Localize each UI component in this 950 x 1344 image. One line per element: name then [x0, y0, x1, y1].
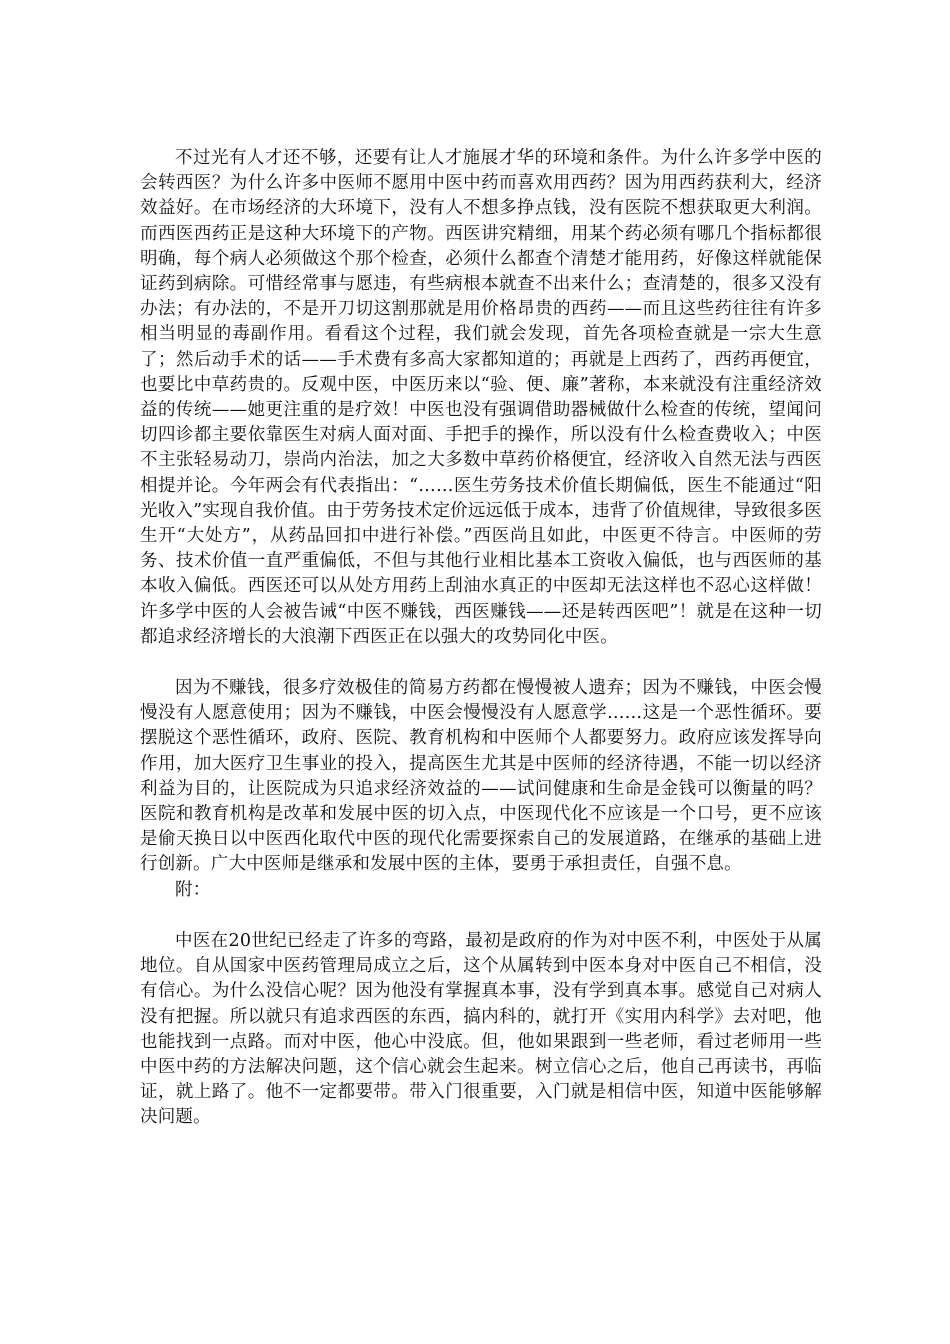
- paragraph-vicious-cycle: 因为不赚钱，很多疗效极佳的简易方药都在慢慢被人遗弃；因为不赚钱，中医会慢慢没有人愿意使用；因为不赚钱，中医会慢慢没有人愿意学……这是一个恶性循环。要摆脱这个恶性循环，政府、医院、教育机构和中医师个人都要努力。政府应该发挥导向作用，加大医疗卫生事业的投入，提高医生尤其是中医师的经济待遇，不能一切以经济利益为目的，让医院成为只追求经济效益的——试问健康和生命是金钱可以衡量的吗？医院和教育机构是改革和发展中医的切入点，中医现代化不应该是一个口号，更不应该是偷天换日以中医西化取代中医的现代化需要探索自己的发展道路，在继承的基础上进行创新。广大中医师是继承和发展中医的主体，要勇于承担责任，自强不息。: [140, 678, 822, 875]
- document-page: [140, 146, 822, 1131]
- paragraph-talent-environment: 不过光有人才还不够，还要有让人才施展才华的环境和条件。为什么许多学中医的会转西医？为什么许多中医师不愿用中医中药而喜欢用西药？因为用西药获利大，经济效益好。在市场经济的大环境下，没有人不想多挣点钱，没有医院不想获取更大利润。而西医西药正是这种大环境下的产物。西医讲究精细，用某个药必须有哪几个指标都很明确，每个病人必须做这个那个检查，必须什么都查个清楚才能用药，好像这样就能保证药到病除。可惜经常事与愿违，有些病根本就查不出来什么；查清楚的，很多又没有办法；有办法的，不是开刀切这割那就是用价格昂贵的西药——而且这些药往往有许多相当明显的毒副作用。看看这个过程，我们就会发现，首先各项检查就是一宗大生意了；然后动手术的话——手术费有多高大家都知道的；再就是上西药了，西药再便宜，也要比中草药贵的。反观中医，中医历来以“验、便、廉”著称，本来就没有注重经济效益的传统——她更注重的是疗效！中医也没有强调借助器械做什么检查的传统，望闻问切四诊都主要依靠医生对病人面对面、手把手的操作，所以没有什么检查费收入；中医不主张轻易动刀，崇尚内治法，加之大多数中草药价格便宜，经济收入自然无法与西医相提并论。今年两会有代表指出：“……医生劳务技术价值长期偏低，医生不能通过“阳光收入”实现自我价值。由于劳务技术定价远远低于成本，违背了价值规律，导致很多医生开“大处方”，从药品回扣中进行补偿。”西医尚且如此，中医更不待言。中医师的劳务、技术价值一直严重偏低，不但与其他行业相比基本工资收入偏低，也与西医师的基本收入偏低。西医还可以从处方用药上刮油水真正的中医却无法这样也不忍心这样做！许多学中医的人会被告诫“中医不赚钱，西医赚钱——还是转西医吧”！就是在这种一切都追求经济增长的大浪潮下西医正在以强大的攻势同化中医。: [140, 148, 822, 647]
- paragraph-appendix-confidence: 中医在20世纪已经走了许多的弯路，最初是政府的作为对中医不利，中医处于从属地位。自从国家中医药管理局成立之后，这个从属转到中医本身对中医自己不相信，没有信心。为什么没信心呢？因为他没有掌握真本事，没有学到真本事。感觉自己对病人没有把握。所以就只有追求西医的东西，搞内科的，就打开《实用内科学》去对吧，他也能找到一点路。而对中医，他心中没底。但，他如果跟到一些老师，看过老师用一些中医中药的方法解决问题，这个信心就会生起来。树立信心之后，他自己再读书，再临证，就上路了。他不一定都要带。带入门很重要，入门就是相信中医，知道中医能够解决问题。: [140, 930, 822, 1128]
- appendix-label: 附：: [175, 879, 211, 900]
